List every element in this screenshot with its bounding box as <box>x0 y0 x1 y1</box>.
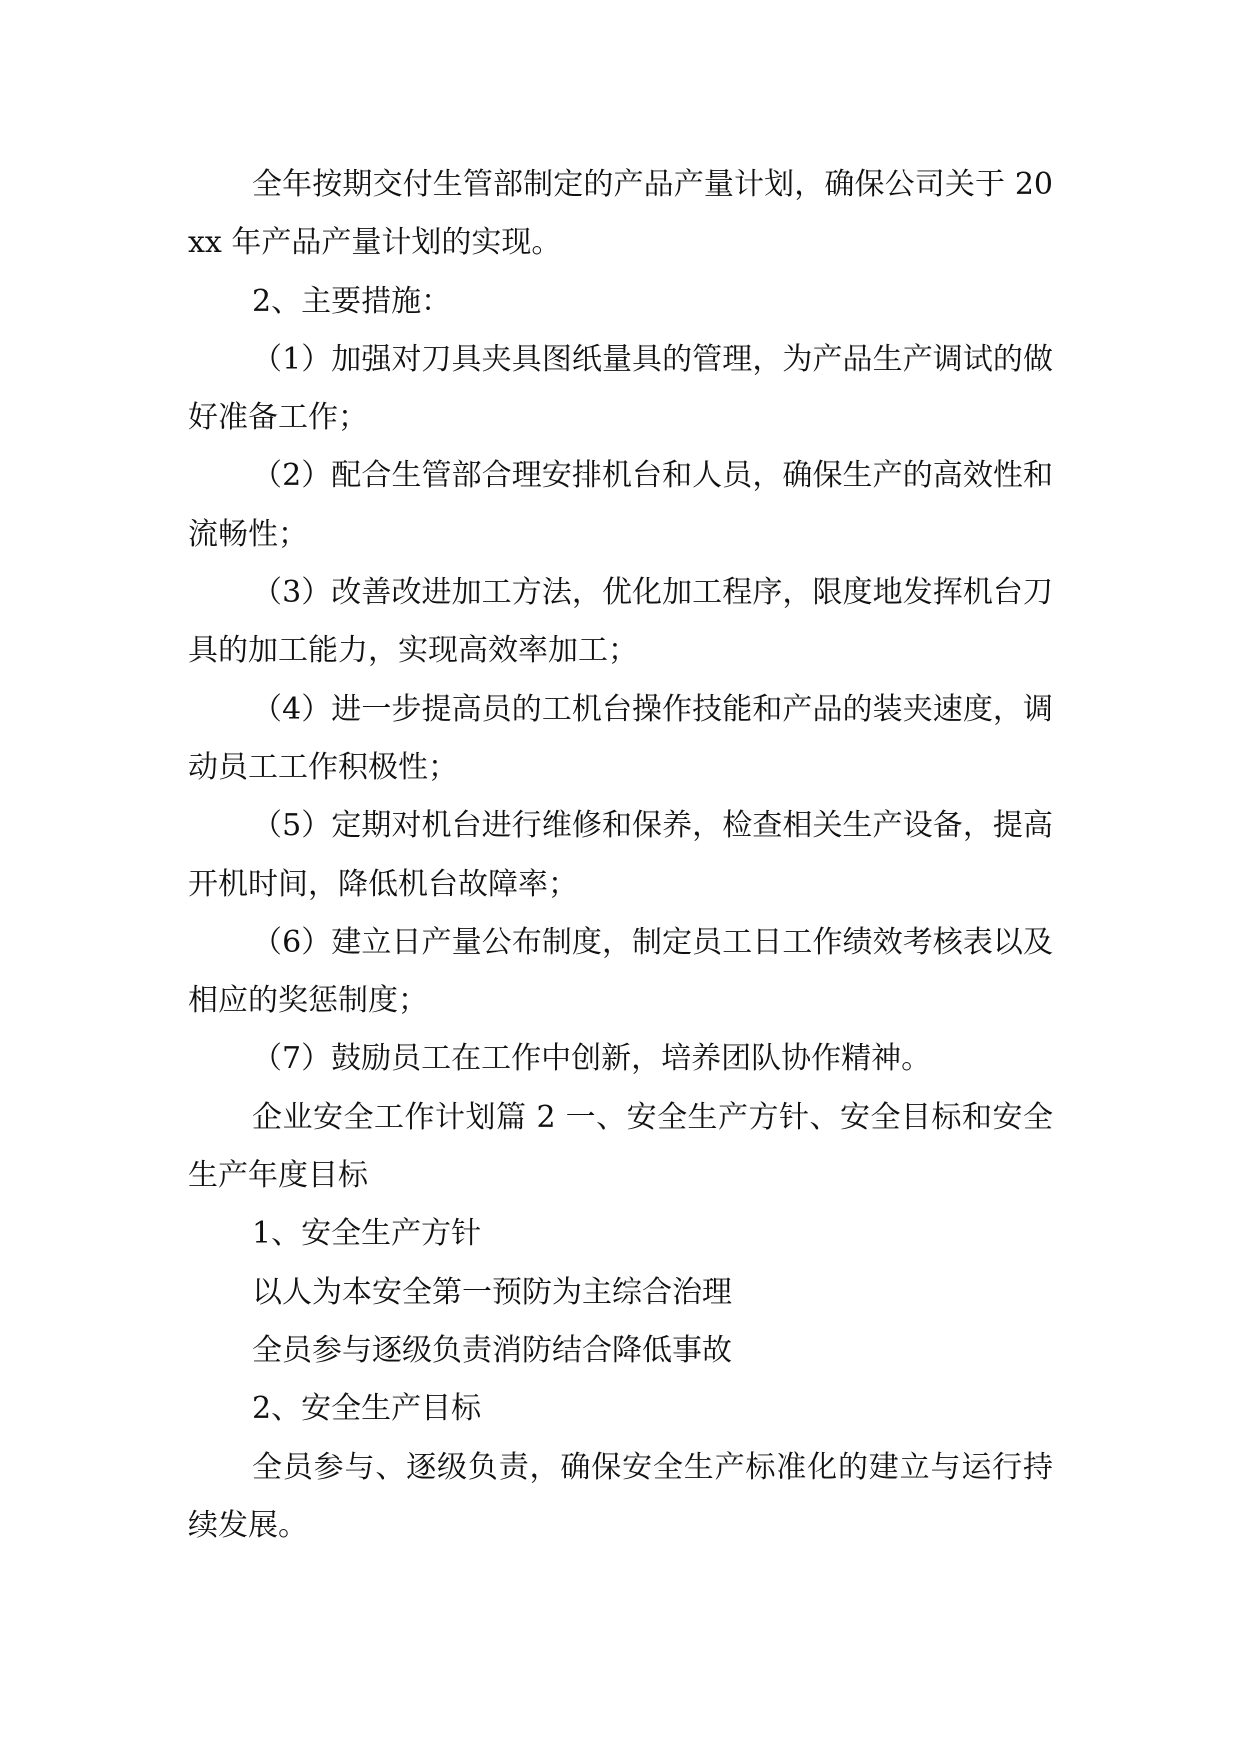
measure-item-5: （5）定期对机台进行维修和保养，检查相关生产设备，提高开机时间，降低机台故障率； <box>188 808 1053 902</box>
document-body <box>188 156 1053 1555</box>
measure-item-4: （4）进一步提高员的工机台操作技能和产品的装夹速度，调动员工工作积极性； <box>188 691 1053 785</box>
measure-item-7: （7）鼓励员工在工作中创新，培养团队协作精神。 <box>252 1041 932 1077</box>
heading-safety-target: 2、安全生产目标 <box>252 1391 482 1427</box>
safety-policy-line-1: 以人为本安全第一预防为主综合治理 <box>252 1274 732 1310</box>
safety-policy-line-2: 全员参与逐级负责消防结合降低事故 <box>252 1332 732 1368</box>
heading-safety-policy: 1、安全生产方针 <box>252 1216 482 1252</box>
safety-target-text: 全员参与、逐级负责，确保安全生产标准化的建立与运行持续发展。 <box>188 1449 1053 1543</box>
measure-item-1: （1）加强对刀具夹具图纸量具的管理，为产品生产调试的做好准备工作； <box>188 341 1053 436</box>
measure-item-2: （2）配合生管部合理安排机台和人员，确保生产的高效性和流畅性； <box>188 458 1053 552</box>
paragraph-annual-target: 全年按期交付生管部制定的产品产量计划，确保公司关于 20xx 年产品产量计划的实现。 <box>188 167 1053 261</box>
heading-main-measures: 2、主要措施： <box>252 283 452 319</box>
section-heading-safety-plan: 企业安全工作计划篇 2 一、安全生产方针、安全目标和安全生产年度目标 <box>188 1099 1053 1194</box>
measure-item-3: （3）改善改进加工方法，优化加工程序，限度地发挥机台刀具的加工能力，实现高效率加工； <box>188 575 1053 669</box>
measure-item-6: （6）建立日产量公布制度，制定员工日工作绩效考核表以及相应的奖惩制度； <box>188 924 1053 1019</box>
